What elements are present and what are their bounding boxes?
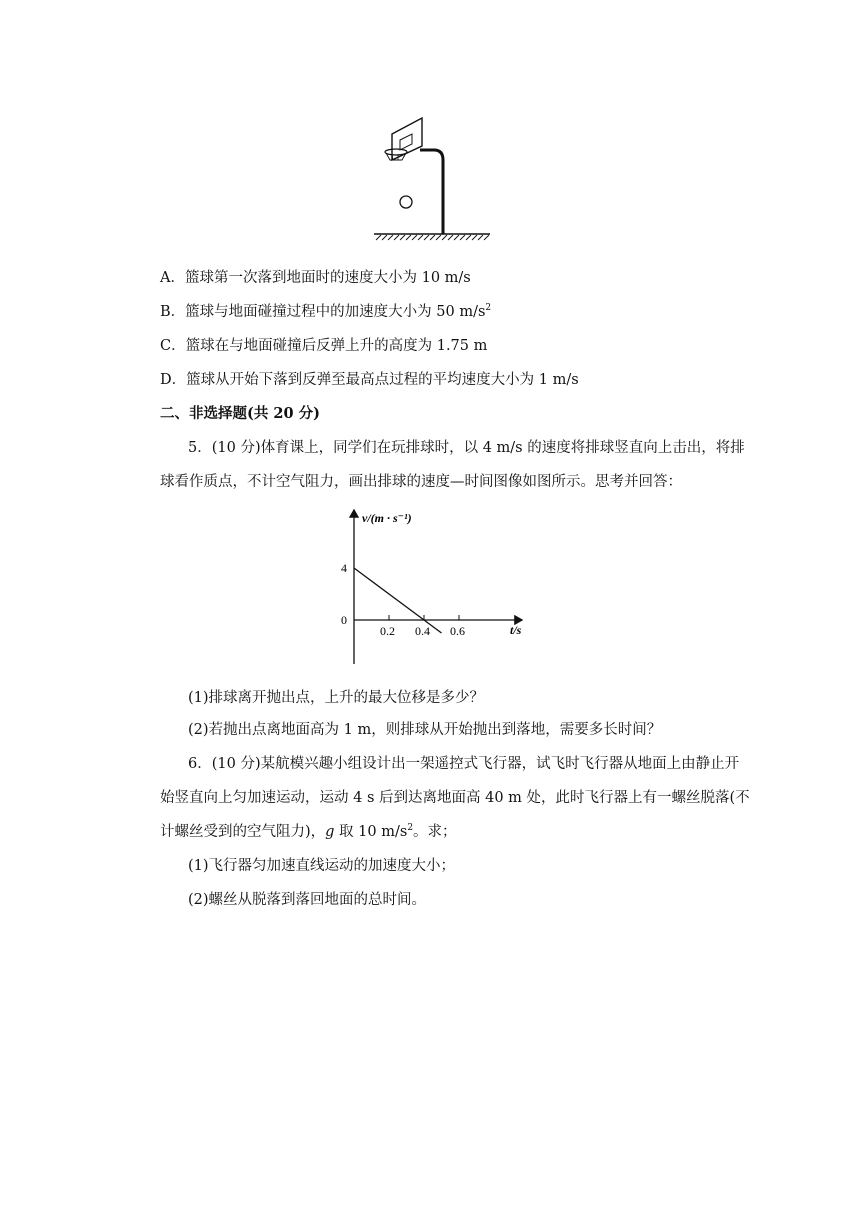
velocity-line xyxy=(354,568,442,633)
q6-line-3-end: 。求； xyxy=(413,824,457,840)
q6-line-3-post: 取 10 m/s xyxy=(334,824,408,840)
option-d xyxy=(160,370,860,390)
q5-line-1: 5．(10 分)体育课上，同学们在玩排球时，以 4 m/s 的速度将排球竖直向上击出，将排 xyxy=(188,440,745,456)
x-tick-label: 0.6 xyxy=(450,624,465,638)
q6-line-1: 6．(10 分)某航模兴趣小组设计出一架遥控式飞行器，试飞时飞行器从地面上由静止开 xyxy=(188,756,740,772)
x-tick-label: 0.4 xyxy=(415,624,430,638)
option-b-letter: B． xyxy=(160,304,186,320)
basketball-hoop-figure xyxy=(370,112,495,244)
q6-line-3-pre: 计螺丝受到的空气阻力)， xyxy=(160,824,326,840)
option-c xyxy=(160,336,860,356)
y-axis-label: v/(m · s⁻¹) xyxy=(362,511,412,525)
option-a-text: 篮球第一次落到地面时的速度大小为 10 m/s xyxy=(184,270,471,286)
y-tick-label: 4 xyxy=(341,561,347,575)
q5-sub-1: (1)排球离开抛出点，上升的最大位移是多少？ xyxy=(188,690,485,706)
option-d-text: 篮球从开始下落到反弹至最高点过程的平均速度大小为 1 m/s xyxy=(186,372,579,388)
x-tick-label: 0.2 xyxy=(380,624,395,638)
q6-line-3 xyxy=(160,822,860,842)
option-c-text: 篮球在与地面碰撞后反弹上升的高度为 1.75 m xyxy=(185,338,488,354)
q5-line-2: 球看作质点，不计空气阻力，画出排球的速度—时间图像如图所示。思考并回答： xyxy=(160,474,682,490)
q6-superscript: 2 xyxy=(407,823,414,833)
option-a xyxy=(160,268,860,288)
option-b xyxy=(160,302,860,322)
q6-sub-1: (1)飞行器匀加速直线运动的加速度大小； xyxy=(188,858,456,874)
section-heading: 二、非选择题(共 20 分) xyxy=(160,405,320,422)
option-b-superscript: 2 xyxy=(485,303,492,313)
q6-line-2: 始竖直向上匀加速运动，运动 4 s 后到达离地面高 40 m 处，此时飞行器上有一螺丝脱落(不 xyxy=(160,790,750,806)
q6-sub-2: (2)螺丝从脱落到落回地面的总时间。 xyxy=(188,892,427,908)
option-b-text: 篮球与地面碰撞过程中的加速度大小为 50 m/s xyxy=(185,304,486,320)
g-symbol: g xyxy=(325,824,335,840)
velocity-time-chart xyxy=(330,506,530,672)
origin-label: 0 xyxy=(341,613,347,627)
q5-sub-2: (2)若抛出点离地面高为 1 m，则排球从开始抛出到落地，需要多长时间？ xyxy=(188,722,662,738)
x-axis-label: t/s xyxy=(510,623,522,637)
option-d-letter: D． xyxy=(160,372,187,388)
option-a-letter: A． xyxy=(160,270,185,286)
option-c-letter: C． xyxy=(160,338,186,354)
